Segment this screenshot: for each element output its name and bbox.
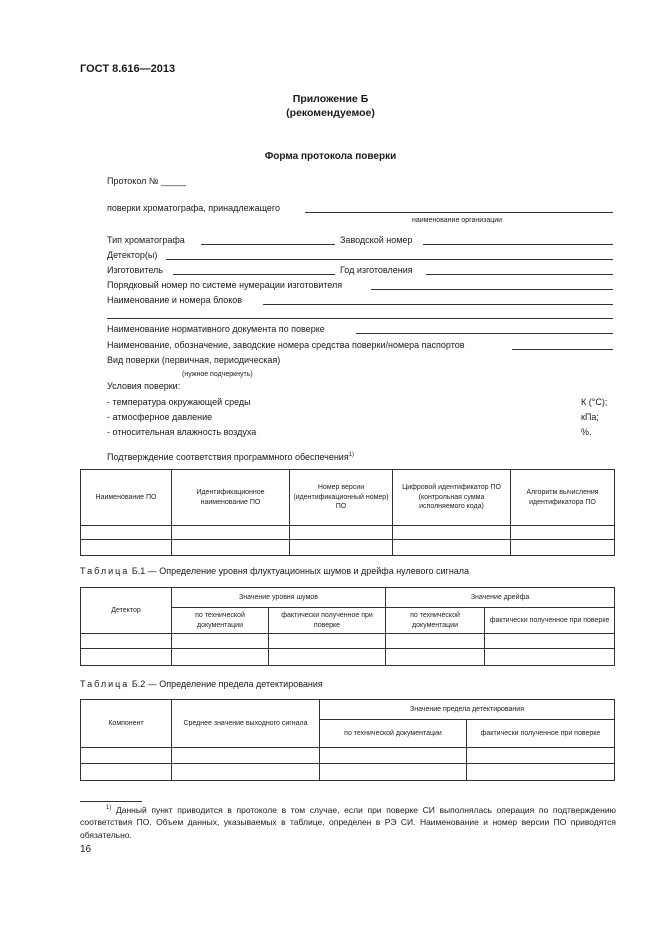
table-row	[81, 748, 615, 764]
group-drift: Значение дрейфа	[386, 588, 615, 608]
appendix-subtitle: (рекомендуемое)	[286, 107, 375, 119]
col-digital-identifier: Цифровой идентификатор ПО (контрольная сумма исполняемого кода)	[393, 470, 511, 526]
form-title: Форма протокола поверки	[264, 151, 397, 162]
col-identification-name: Идентификационное наименование ПО	[172, 470, 290, 526]
maker-field-line	[173, 274, 335, 275]
footnote	[80, 804, 616, 841]
humidity-unit: %.	[581, 427, 592, 437]
col-software-name: Наименование ПО	[81, 470, 172, 526]
type-label: Тип хроматографа	[107, 235, 185, 245]
software-header-row	[81, 470, 615, 526]
footnote-mark: 1)	[106, 805, 112, 812]
table-b1-header-row	[81, 588, 615, 608]
col-limit-tech-doc: по технической документации	[320, 720, 467, 748]
col-drift-actual: фактически полученное при поверке	[485, 608, 615, 634]
page-number: 16	[80, 844, 92, 855]
kind-note: (нужное подчеркнуть)	[182, 371, 253, 378]
col-noise-tech-doc: по технической документации	[172, 608, 269, 634]
footnote-ref: 1)	[348, 452, 355, 458]
col-drift-tech-doc: по технической документации	[386, 608, 485, 634]
conditions-label: Условия поверки:	[107, 381, 181, 391]
col-component: Компонент	[81, 700, 172, 748]
col-detector: Детектор	[81, 588, 172, 634]
col-limit-actual: фактически полученное при поверке	[467, 720, 615, 748]
maker-label: Изготовитель	[107, 265, 163, 275]
table-b2-caption: Таблица Б.2 — Определение предела детектирования	[80, 679, 323, 689]
blocks-field-line	[263, 304, 613, 305]
col-algorithm: Алгоритм вычисления идентификатора ПО	[511, 470, 615, 526]
year-label: Год изготовления	[340, 265, 413, 275]
detector-label: Детектор(ы)	[107, 250, 158, 260]
temp-unit: К (°С);	[581, 397, 608, 407]
table-row	[81, 649, 615, 666]
serial-field-line	[423, 244, 613, 245]
humidity-label: - относительная влажность воздуха	[107, 427, 257, 437]
software-table	[80, 469, 615, 556]
table-row	[81, 540, 615, 556]
col-noise-actual: фактически полученное при поверке	[269, 608, 386, 634]
serial-label: Заводской номер	[340, 235, 413, 245]
group-noise: Значение уровня шумов	[172, 588, 386, 608]
table-row	[81, 764, 615, 781]
normdoc-label: Наименование нормативного документа по поверке	[107, 324, 325, 334]
col-mean-signal: Среднее значение выходного сигнала	[172, 700, 320, 748]
order-label: Порядковый номер по системе нумерации изготовителя	[107, 280, 343, 290]
footnote-text: Данный пункт приводится в протоколе в том случае, если при поверке СИ выполнялась операция по подтверждению соответствия ПО. Объем данных, указываемых в таблице, определен в РЭ СИ. Наименование и номер версии ПО приводятся обязательно.	[80, 805, 616, 840]
detector-field-line	[166, 259, 613, 260]
footnote-separator	[80, 801, 142, 802]
owner-note: наименование организации	[412, 217, 503, 224]
pressure-unit: кПа;	[581, 412, 599, 422]
owner-label: поверки хроматографа, принадлежащего	[107, 203, 280, 213]
means-label: Наименование, обозначение, заводские номера средства поверки/номера паспортов	[107, 340, 465, 350]
blocks-label: Наименование и номера блоков	[107, 295, 243, 305]
appendix-title: Приложение Б	[292, 93, 369, 105]
kind-label: Вид поверки (первичная, периодическая)	[107, 355, 281, 365]
col-version-number: Номер версии (идентификационный номер) ПО	[290, 470, 393, 526]
means-field-line	[512, 349, 613, 350]
table-b2	[80, 699, 615, 781]
normdoc-field-line	[356, 333, 613, 334]
table-b2-header-row	[81, 700, 615, 720]
group-detection-limit: Значение предела детектирования	[320, 700, 615, 720]
temp-label: - температура окружающей среды	[107, 397, 251, 407]
blocks-field-line-2	[107, 318, 613, 319]
owner-field-line	[305, 212, 613, 213]
type-field-line	[201, 244, 335, 245]
table-b1	[80, 587, 615, 666]
software-title: Подтверждение соответствия программного обеспечения$^{1)}$	[107, 452, 355, 462]
protocol-label: Протокол № _____	[107, 176, 187, 186]
year-field-line	[426, 274, 613, 275]
table-row	[81, 634, 615, 649]
order-field-line	[371, 289, 613, 290]
pressure-label: - атмосферное давление	[107, 412, 213, 422]
standard-header: ГОСТ 8.616—2013	[80, 63, 176, 75]
table-row	[81, 526, 615, 540]
table-b1-caption: Таблица Б.1 — Определение уровня флуктуационных шумов и дрейфа нулевого сигнала	[80, 566, 470, 576]
